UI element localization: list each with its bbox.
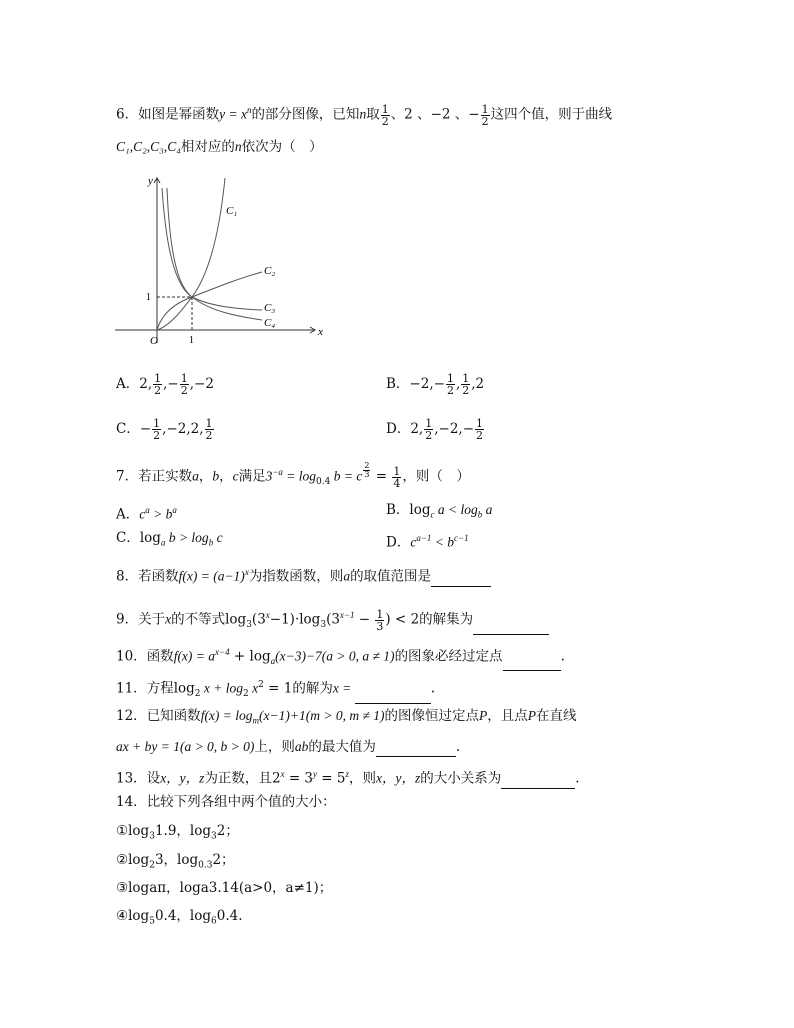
- q7-option-b[interactable]: B．$\log_c a < \log_b a$: [386, 502, 493, 520]
- q7-stem: 7．若正实数a，b，c满足$3^{-a} = \log_{0.4} b = c$ $^{\frac{2}{3}}$ = $\frac{1}{4}$ ，则（ ）: [116, 461, 470, 490]
- curve-c3: [162, 188, 262, 310]
- fraction-half: $\frac{1}{2}$: [381, 102, 389, 128]
- q13-stem: 13．设x，y，z为正数，且$2^x = 3^y = 5^z$，则x，y，z的大小关系为 .: [116, 769, 580, 787]
- q6-number: 6．: [116, 106, 139, 123]
- curve-c4: [167, 188, 262, 320]
- q7-option-a[interactable]: A．$c^a > b^a$: [116, 505, 177, 523]
- x-tick-1: 1: [189, 335, 194, 346]
- q14-item: $②\log_23$，$\log_{0.3}2$；: [116, 852, 235, 871]
- origin-label: O: [150, 335, 158, 347]
- q8-answer-blank[interactable]: [431, 566, 491, 587]
- fraction-half: $\frac{1}{2}$: [481, 102, 489, 128]
- x-label: x: [318, 326, 323, 338]
- y-tick-1: 1: [146, 292, 151, 303]
- q10-stem: 10．函数$f(x) = a^{x-4} + \log_a(x-3)-7(a > 0$, a ≠ 1)的图象必经过定点 .: [116, 642, 565, 671]
- q14-item: ③logaπ，loga3.14(a>0，a≠1)；: [116, 880, 333, 896]
- q8-stem: 8．若函数$f(x) = (a-1)^x$为指数函数，则a的取值范围是: [116, 562, 491, 587]
- q14-item: $④\log_50.4$，$\log_60.4$.: [116, 908, 243, 927]
- q6-option-b[interactable]: B．−2,− $\frac{1}{2}$ , $\frac{1}{2}$ ,2: [386, 372, 485, 397]
- q12-line1: 12．已知函数$f(x) = \log_m(x-1)+1(m > 0$, m ≠ 1)的图像恒过定点P，且点P在直线: [116, 708, 577, 726]
- q12-answer-blank[interactable]: [376, 736, 456, 757]
- q7-option-d[interactable]: D．$c^{a-1} < b^{c-1}$: [386, 533, 469, 551]
- label-c1: C₁: [226, 205, 238, 217]
- q7-option-c[interactable]: C．$\log_a b > \log_b c$: [116, 530, 223, 548]
- q10-answer-blank[interactable]: [503, 650, 561, 671]
- curve-c2: [157, 272, 262, 330]
- q12-line2: ax + by = 1(a > 0, b > 0)上，则ab的最大值为 .: [116, 736, 460, 757]
- q11-stem: 11．方程$\log_2 x + \log_2 x^2 = 1$的解为x = .: [116, 675, 435, 704]
- q9-stem: 9．关于x的不等式$\log_3(3^x-1)\cdot\log_3(3^{x-1}$ − $\frac{1}{3}$ ) < 2的解集为: [116, 605, 549, 635]
- q6-line2: C₁,C₂,C₃,C₄相对应的n依次为（ ）: [116, 139, 323, 155]
- q6-option-d[interactable]: D．2, $\frac{1}{2}$ ,−2,− $\frac{1}{2}$: [386, 417, 484, 442]
- q6-option-a[interactable]: A．2, $\frac{1}{2}$ ,− $\frac{1}{2}$ ,−2: [116, 372, 214, 397]
- label-c4: C₄: [264, 317, 276, 329]
- q14-stem: 14．比较下列各组中两个值的大小：: [116, 794, 336, 810]
- q13-answer-blank[interactable]: [501, 768, 575, 789]
- label-c3: C₃: [264, 302, 276, 314]
- label-c2: C₂: [264, 265, 276, 277]
- power-function-graph: [110, 168, 330, 348]
- q6-option-c[interactable]: C．− $\frac{1}{2}$ ,−2,2, $\frac{1}{2}$: [116, 417, 213, 442]
- q14-item: $①\log_31.9$，$\log_32$；: [116, 823, 239, 842]
- q9-answer-blank[interactable]: [473, 614, 549, 635]
- y-label: y: [148, 175, 153, 187]
- q11-answer-blank[interactable]: [355, 683, 431, 704]
- q6-line1: 6．如图是幂函数$y = x^n$的部分图像，已知n取 $\frac{1}{2}$ 、2 、−2 、− $\frac{1}{2}$ 这四个值，则于曲线: [116, 102, 613, 128]
